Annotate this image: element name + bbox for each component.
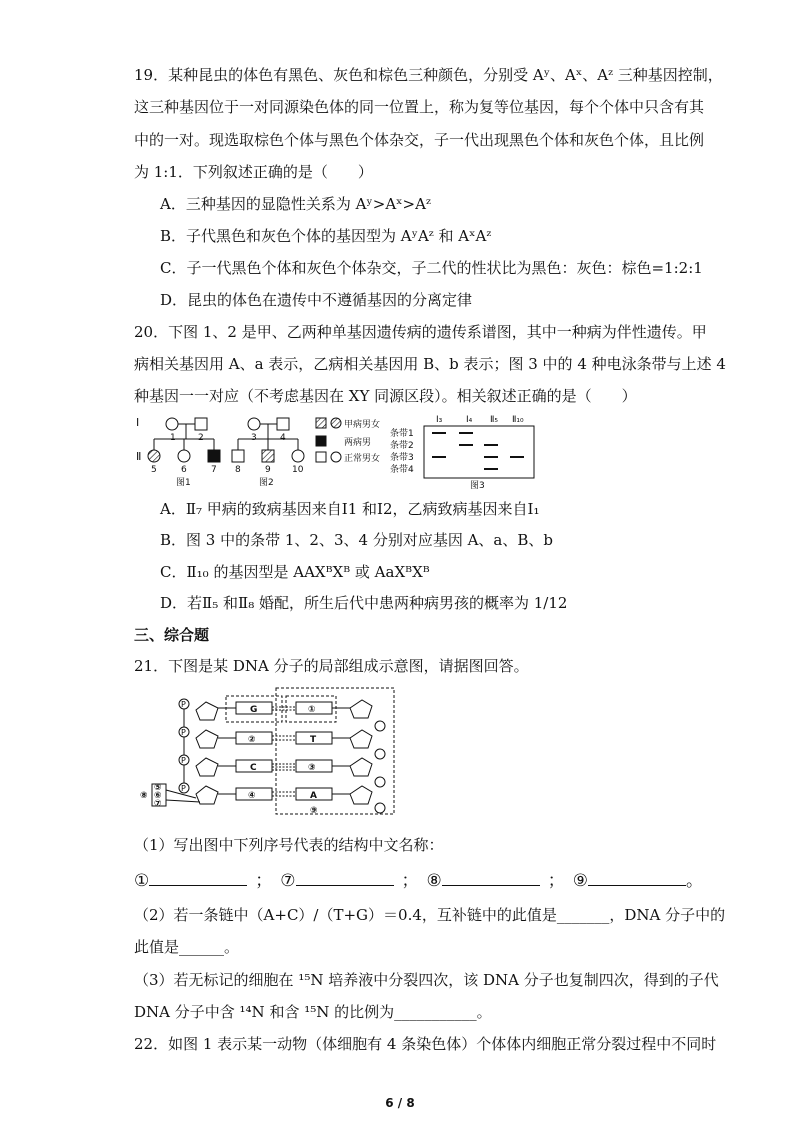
- label-2: ②: [248, 735, 256, 745]
- label-7: ⑦: [154, 799, 162, 809]
- individual-4: [277, 418, 289, 430]
- q19-stem-line1: 19．某种昆虫的体色有黑色、灰色和棕色三种颜色，分别受 Aʸ、Aˣ、Aᶻ 三种基因控制，: [134, 66, 723, 84]
- svg-text:9: 9: [265, 465, 271, 475]
- q21-answer-line: ① ； ⑦ ； ⑧ ； ⑨ 。: [134, 871, 703, 891]
- individual-5: [148, 450, 160, 462]
- legend-affected-male-symbol: [316, 418, 326, 428]
- label-9: ⑨: [310, 806, 318, 816]
- q21-sub3-line1: （3）若无标记的细胞在 ¹⁵N 培养液中分裂四次，该 DNA 分子也复制四次，得到的子代: [134, 971, 719, 989]
- generation-1-label: Ⅰ: [136, 416, 140, 429]
- base-c: C: [250, 763, 257, 773]
- q20-stem-line1: 20．下图 1、2 是甲、乙两种单基因遗传病的遗传系谱图，其中一种病为伴性遗传。甲: [134, 323, 707, 341]
- q19-stem-line4: 为 1:1．下列叙述正确的是（ ）: [134, 163, 373, 181]
- q19-option-d: D．昆虫的体色在遗传中不遵循基因的分离定律: [160, 291, 473, 309]
- legend-affected-label: 甲病男女: [344, 420, 381, 430]
- q19-stem-line3: 中的一对。现选取棕色个体与黑色个体杂交，子一代出现黑色个体和灰色个体，且比例: [134, 131, 705, 149]
- figure-1-caption: 图1: [176, 478, 191, 488]
- dna-structure-figure: [140, 686, 420, 822]
- svg-text:P: P: [181, 700, 186, 709]
- svg-text:10: 10: [292, 465, 304, 475]
- svg-text:2: 2: [198, 433, 204, 443]
- svg-text:P: P: [181, 756, 186, 765]
- svg-text:Ⅱ₁₀: Ⅱ₁₀: [512, 415, 524, 425]
- right-backbone: [350, 700, 385, 813]
- q20-stem-line2: 病相关基因用 A、a 表示，乙病相关基因用 B、b 表示；图 3 中的 4 种电泳条带与上述 4: [134, 355, 726, 373]
- individual-1: [166, 418, 178, 430]
- svg-text:P: P: [181, 784, 186, 793]
- label-5: ⑤: [154, 783, 162, 793]
- answer-blank-7[interactable]: [296, 869, 394, 886]
- answer-blank-1[interactable]: [149, 869, 247, 886]
- section-3-heading: 三、综合题: [134, 626, 210, 644]
- base-t: T: [310, 735, 317, 745]
- q21-sub3-line2: DNA 分子中含 ¹⁴N 和含 ¹⁵N 的比例为___________。: [134, 1003, 492, 1021]
- q22-stem-line1: 22．如图 1 表示某一动物（体细胞有 4 条染色体）个体体内细胞正常分裂过程中不同时: [134, 1035, 717, 1053]
- svg-text:1: 1: [170, 433, 176, 443]
- svg-text:4: 4: [280, 433, 286, 443]
- svg-text:6: 6: [181, 465, 187, 475]
- q21-sub2-line1: （2）若一条链中（A+C）/（T+G）＝0.4，互补链中的此值是_______，DNA 分子中的: [134, 906, 726, 924]
- base-a: A: [310, 791, 317, 801]
- label-4: ④: [248, 791, 256, 801]
- svg-text:5: 5: [151, 465, 157, 475]
- legend-both-label: 两病男: [344, 438, 372, 448]
- svg-text:P: P: [181, 728, 186, 737]
- q21-sub1: （1）写出图中下列序号代表的结构中文名称：: [134, 836, 444, 854]
- legend-normal-female-symbol: [331, 452, 341, 462]
- q19-option-a: A．三种基因的显隐性关系为 Aʸ>Aˣ>Aᶻ: [160, 195, 431, 213]
- answer-blank-8[interactable]: [442, 869, 540, 886]
- q21-sub2-line2: 此值是______。: [134, 938, 240, 956]
- individual-10: [292, 450, 304, 462]
- individual-2: [195, 418, 207, 430]
- svg-text:条带1: 条带1: [390, 429, 414, 439]
- base-g: G: [250, 705, 258, 715]
- q20-option-b: B．图 3 中的条带 1、2、3、4 分别对应基因 A、a、B、b: [160, 531, 553, 549]
- q19-stem-line2: 这三种基因位于一对同源染色体的同一位置上，称为复等位基因，每个个体中只含有其: [134, 98, 705, 116]
- label-3: ③: [308, 763, 316, 773]
- svg-text:条带3: 条带3: [390, 453, 414, 463]
- svg-text:条带2: 条带2: [390, 441, 414, 451]
- svg-text:Ⅰ₃: Ⅰ₃: [436, 415, 443, 425]
- individual-7: [208, 450, 220, 462]
- q21-stem: 21．下图是某 DNA 分子的局部组成示意图，请据图回答。: [134, 657, 529, 675]
- label-8: ⑧: [140, 791, 148, 801]
- legend-both-male-symbol: [316, 436, 326, 446]
- label-1: ①: [308, 705, 316, 715]
- svg-text:3: 3: [251, 433, 257, 443]
- svg-text:7: 7: [211, 465, 217, 475]
- answer-blank-9[interactable]: [588, 869, 686, 886]
- q20-option-a: A．Ⅱ₇ 甲病的致病基因来自Ⅰ1 和Ⅰ2，乙病致病基因来自Ⅰ₁: [160, 500, 540, 518]
- svg-text:Ⅱ₅: Ⅱ₅: [490, 415, 499, 425]
- q20-option-c: C．Ⅱ₁₀ 的基因型是 AAXᴮXᴮ 或 AaXᴮXᴮ: [160, 563, 430, 581]
- q20-option-d: D．若Ⅱ₅ 和Ⅱ₈ 婚配，所生后代中患两种病男孩的概率为 1/12: [160, 594, 568, 612]
- q19-option-c: C．子一代黑色个体和灰色个体杂交，子二代的性状比为黑色：灰色：棕色=1:2:1: [160, 259, 703, 277]
- legend-normal-label: 正常男女: [344, 454, 381, 464]
- individual-9: [262, 450, 274, 462]
- svg-text:Ⅰ₄: Ⅰ₄: [466, 415, 473, 425]
- page-number: 6 / 8: [385, 1096, 415, 1110]
- legend-affected-female-symbol: [331, 418, 341, 428]
- pedigree-figure: [134, 412, 554, 490]
- figure-2-caption: 图2: [259, 478, 274, 488]
- generation-2-label: Ⅱ: [136, 450, 142, 463]
- svg-text:8: 8: [235, 465, 241, 475]
- q19-option-b: B．子代黑色和灰色个体的基因型为 AʸAᶻ 和 AˣAᶻ: [160, 227, 492, 245]
- q20-stem-line3: 种基因一一对应（不考虑基因在 XY 同源区段）。相关叙述正确的是（ ）: [134, 387, 637, 405]
- label-6: ⑥: [154, 791, 162, 801]
- individual-6: [178, 450, 190, 462]
- individual-3: [248, 418, 260, 430]
- individual-8: [232, 450, 244, 462]
- legend-normal-male-symbol: [316, 452, 326, 462]
- figure-3-caption: 图3: [470, 481, 485, 490]
- svg-text:条带4: 条带4: [390, 465, 414, 475]
